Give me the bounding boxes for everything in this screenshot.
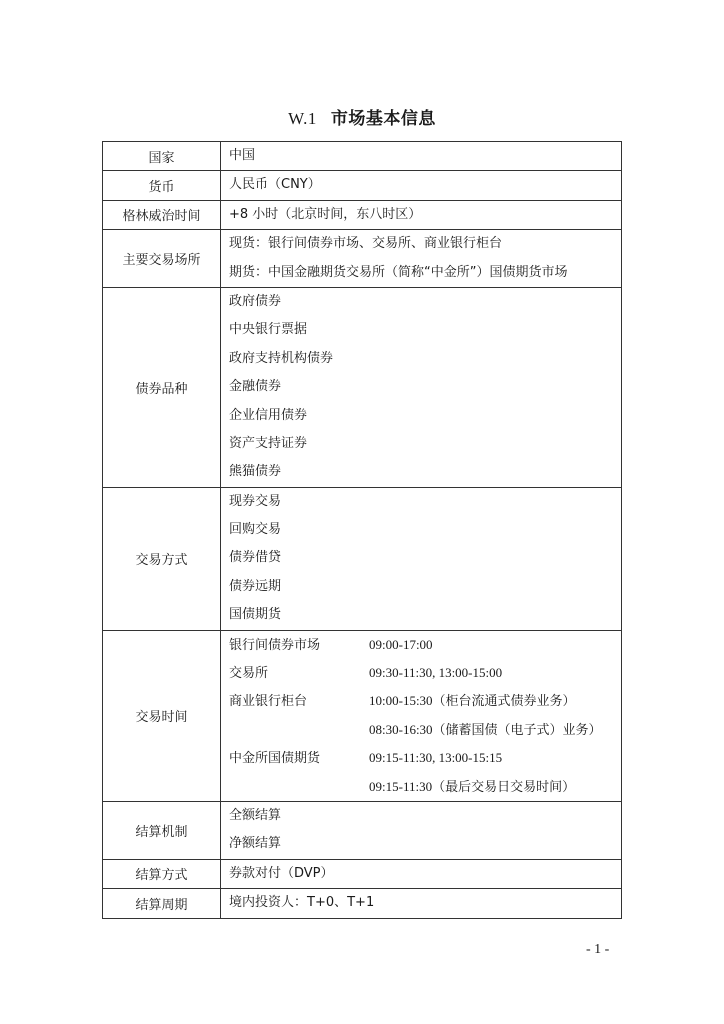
list-item: 企业信用债券: [229, 407, 308, 423]
page-number: - 1 -: [586, 942, 610, 957]
row-label-bond-types: 债券品种: [103, 287, 221, 487]
table-row: [103, 171, 622, 200]
row-value-settle-method: 券款对付（DVP）: [221, 859, 622, 888]
list-item: 商业银行柜台 10:00-15:30（柜台流通式债券业务）: [229, 693, 576, 710]
row-label-venues: 主要交易场所: [103, 230, 221, 288]
row-value-bond-types: [221, 287, 622, 487]
row-value-trade-methods: [221, 487, 622, 630]
title-code: W.1: [288, 109, 317, 128]
list-item: 交易所 09:30-11:30, 13:00-15:00: [229, 665, 503, 682]
list-item: 08:30-16:30（储蓄国债（电子式）业务）: [369, 721, 602, 737]
table-row: [103, 889, 622, 918]
row-value-trade-hours: [221, 630, 622, 801]
list-item: 资产支持证券: [229, 435, 308, 451]
row-label-gmt: 格林威治时间: [103, 200, 221, 229]
row-label-trade-methods: 交易方式: [103, 487, 221, 630]
list-item: 熊猫债券: [229, 464, 282, 480]
list-item: 现券交易: [229, 493, 282, 509]
title-text: 市场基本信息: [330, 109, 436, 129]
table-row: [103, 200, 622, 229]
table-row: [103, 487, 622, 630]
row-label-settle-mech: 结算机制: [103, 801, 221, 859]
table-row: [103, 630, 622, 801]
list-item: 全额结算: [229, 807, 282, 823]
row-value-venues: [221, 230, 622, 288]
list-item: 期货：中国金融期货交易所（简称“中金所”）国债期货市场: [229, 264, 568, 280]
list-item: 净额结算: [229, 836, 282, 852]
list-item: 政府债券: [229, 293, 282, 309]
table-row: [103, 230, 622, 288]
row-value-gmt: +8 小时（北京时间，东八时区）: [221, 200, 622, 229]
list-item: 回购交易: [229, 522, 282, 538]
row-value-currency: 人民币（CNY）: [221, 171, 622, 200]
list-item: 中金所国债期货 09:15-11:30, 13:00-15:15: [229, 750, 503, 767]
market-info-table: [102, 141, 622, 919]
table-row: [103, 142, 622, 171]
list-item: 债券借贷: [229, 550, 282, 566]
list-item: 金融债券: [229, 379, 282, 395]
list-item: 09:15-11:30（最后交易日交易时间）: [369, 778, 576, 794]
row-value-settle-mech: [221, 801, 622, 859]
list-item: 现货：银行间债券市场、交易所、商业银行柜台: [229, 236, 503, 252]
list-item: 政府支持机构债券: [229, 350, 334, 366]
row-value-settle-cycle: 境内投资人：T+0、T+1: [221, 889, 622, 918]
table-row: [103, 287, 622, 487]
row-label-country: 国家: [103, 142, 221, 171]
list-item: 国债期货: [229, 607, 282, 623]
page-title: [0, 104, 724, 129]
table-row: [103, 859, 622, 888]
row-label-currency: 货币: [103, 171, 221, 200]
row-label-settle-cycle: 结算周期: [103, 889, 221, 918]
row-label-settle-method: 结算方式: [103, 859, 221, 888]
list-item: 中央银行票据: [229, 322, 308, 338]
list-item: 银行间债券市场 09:00-17:00: [229, 636, 433, 653]
list-item: 债券远期: [229, 578, 282, 594]
row-label-trade-hours: 交易时间: [103, 630, 221, 801]
row-value-country: 中国: [221, 142, 622, 171]
table-row: [103, 801, 622, 859]
